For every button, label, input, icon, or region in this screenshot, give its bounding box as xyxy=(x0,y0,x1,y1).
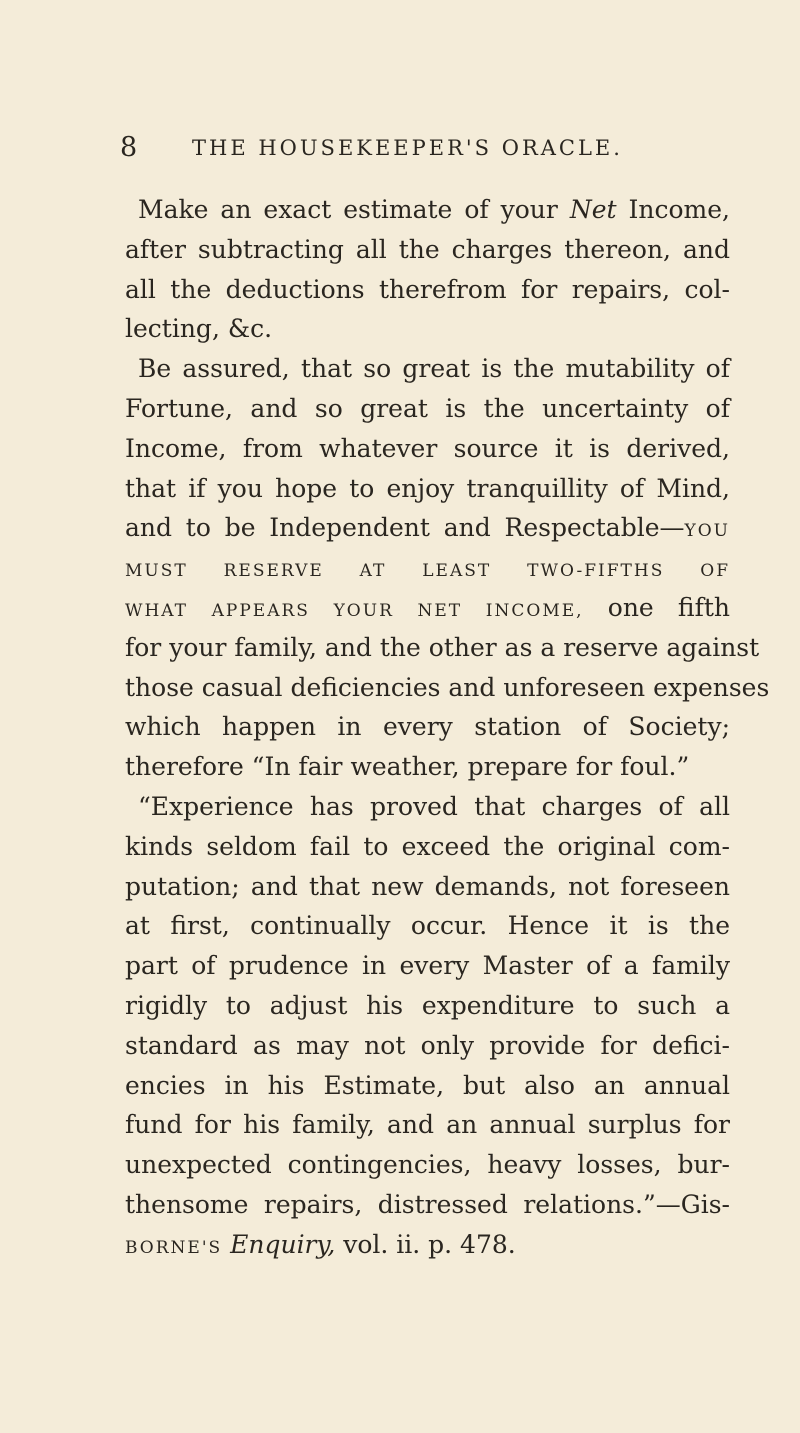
text-line: rigidly to adjust his expenditure to such a xyxy=(125,990,730,1020)
text-line: at first, continually occur. Hence it is the xyxy=(125,911,730,941)
text-line: for your family, and the other as a reserve against xyxy=(125,632,760,662)
text-line: therefore “In fair weather, prepare for foul.” xyxy=(125,752,690,782)
text-line: that if you hope to enjoy tranquillity of Mind, xyxy=(125,473,730,503)
text-line: Fortune, and so great is the uncertainty of xyxy=(125,393,730,423)
small-caps-author: BORNE'S xyxy=(125,1237,223,1258)
running-title: THE HOUSEKEEPER'S ORACLE. xyxy=(192,136,623,160)
text-line: and to be Independent and Respectable—YOU xyxy=(125,513,730,543)
text-line: those casual deficiencies and unforeseen expenses xyxy=(125,672,770,702)
page-number: 8 xyxy=(120,132,138,163)
citation-line: BORNE'S Enquiry, vol. ii. p. 478. xyxy=(125,1229,516,1259)
small-caps-text: YOU xyxy=(684,521,730,542)
text-line: all the deductions therefrom for repairs, col- xyxy=(125,274,730,304)
text-line: Income, from whatever source it is derived, xyxy=(125,433,730,463)
text-line: after subtracting all the charges thereon, and xyxy=(125,234,730,264)
text-line: encies in his Estimate, but also an annual xyxy=(125,1070,730,1100)
text-line: “Experience has proved that charges of all xyxy=(138,791,730,821)
text-line: lecting, &c. xyxy=(125,314,273,344)
italic-title: Enquiry, xyxy=(230,1229,336,1259)
italic-net: Net xyxy=(569,195,617,224)
small-caps-text: MUST RESERVE AT LEAST TWO-FIFTHS OF xyxy=(125,561,730,582)
text-line: unexpected contingencies, heavy losses, bur- xyxy=(125,1150,730,1180)
text-line: kinds seldom fail to exceed the original com- xyxy=(125,831,730,861)
body-text xyxy=(125,190,770,1265)
text-line: thensome repairs, distressed relations.”—Gis- xyxy=(125,1189,730,1219)
text-line xyxy=(125,548,730,588)
small-caps-text: WHAT APPEARS YOUR NET INCOME, xyxy=(125,600,584,621)
text-line: which happen in every station of Society; xyxy=(125,712,730,742)
text-line: putation; and that new demands, not foreseen xyxy=(125,871,730,901)
text-line: Be assured, that so great is the mutability of xyxy=(138,354,730,384)
text-line: fund for his family, and an annual surplus for xyxy=(125,1110,730,1140)
text-line: Make an exact estimate of your Net Income, xyxy=(138,195,730,224)
page-header xyxy=(120,132,740,172)
text-line: standard as may not only provide for defici- xyxy=(125,1030,730,1060)
text-line: WHAT APPEARS YOUR NET INCOME, one fifth xyxy=(125,592,730,622)
text-line: part of prudence in every Master of a family xyxy=(125,951,730,981)
